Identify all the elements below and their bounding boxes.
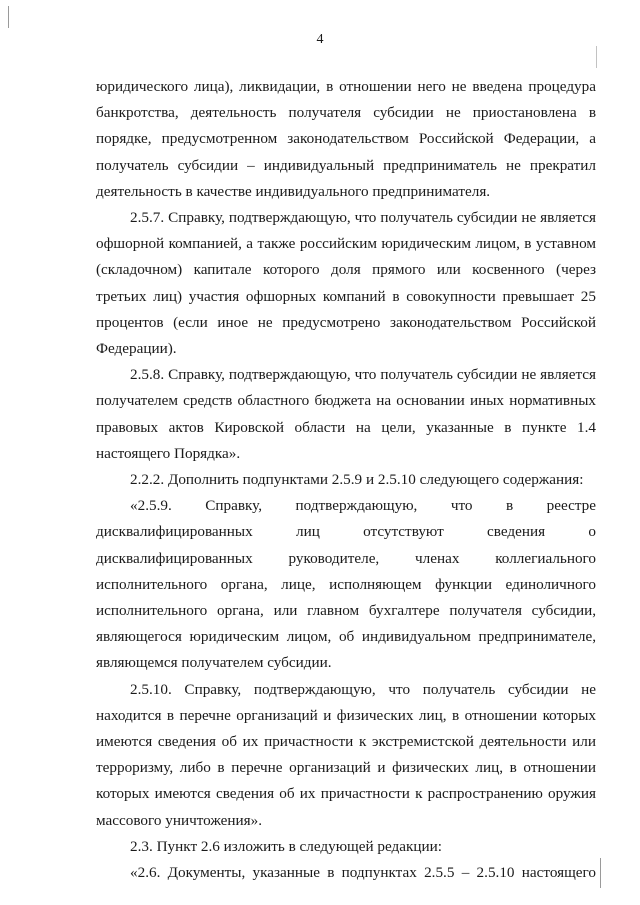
paragraph: юридического лица), ликвидации, в отношении него не введена процедура банкротства, деятельность получателя субсидии не приостановлена в порядке, предусмотренном законодательством Российской Федерации, а получатель субсидии – индивидуальный предприниматель не прекратил деятельность в качестве индивидуального предпринимателя.	[96, 78, 596, 200]
paragraph: «2.6. Документы, указанные в подпунктах 2.5.5 – 2.5.10 настоящего	[130, 864, 596, 882]
scan-artifact-mark	[600, 858, 601, 888]
scan-artifact-mark	[596, 46, 597, 68]
paragraph: 2.5.8. Справку, подтверждающую, что получатель субсидии не является получателем средств областного бюджета на основании иных нормативных правовых актов Кировской области на цели, указанные в пункте 1.4 настоящего Порядка».	[96, 366, 596, 462]
document-body	[96, 74, 596, 886]
paragraph: 2.2.2. Дополнить подпунктами 2.5.9 и 2.5.10 следующего содержания:	[130, 471, 584, 489]
page-number: 4	[316, 32, 324, 47]
paragraph: 2.5.7. Справку, подтверждающую, что получатель субсидии не является офшорной компанией, а также российским юридическим лицом, в уставном (складочном) капитале которого доля прямого или косвенного (через третьих лиц) участия офшорных компаний в совокупности превышает 25 процентов (если иное не предусмотрено законодательством Российской Федерации).	[96, 209, 596, 358]
paragraph: «2.5.9. Справку, подтверждающую, что в реестре дисквалифицированных лиц отсутствуют сведения о дисквалифицированных руководителе, членах коллегиального исполнительного органа, лице, исполняющем функции единоличного исполнительного органа, или главном бухгалтере получателя субсидии, являющегося юридическим лицом, об индивидуальном предпринимателе, являющемся получателем субсидии.	[96, 497, 596, 672]
scan-artifact-mark	[8, 6, 9, 28]
paragraph: 2.5.10. Справку, подтверждающую, что получатель субсидии не находится в перечне организаций и физических лиц, в отношении которых имеются сведения об их причастности к экстремистской деятельности или терроризму, либо в перечне организаций и физических лиц, в отношении которых имеются сведения об их причастности к распространению оружия массового уничтожения».	[96, 680, 596, 829]
paragraph: 2.3. Пункт 2.6 изложить в следующей редакции:	[130, 837, 443, 855]
